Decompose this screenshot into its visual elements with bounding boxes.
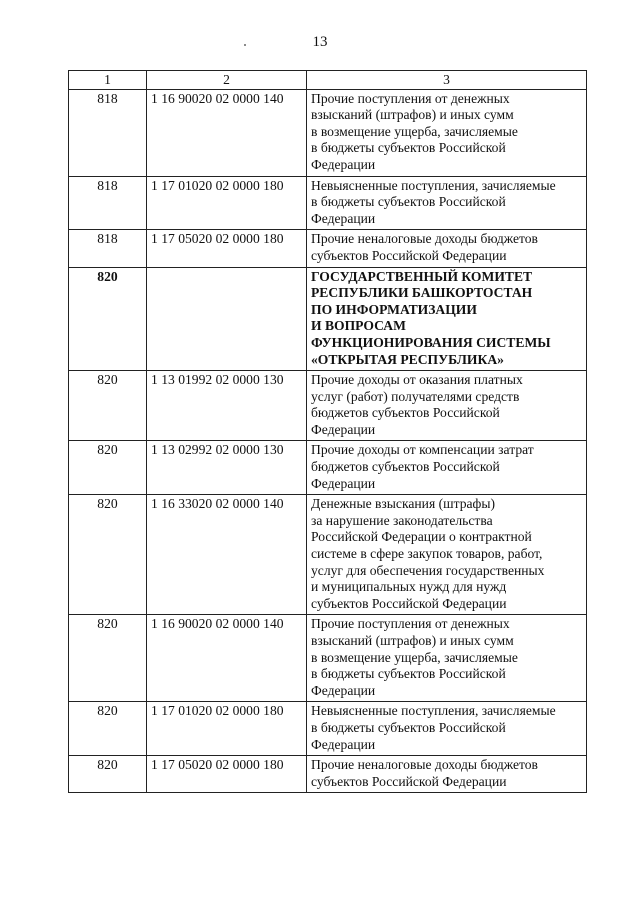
description-line: в возмещение ущерба, зачисляемые <box>311 123 518 139</box>
budget-code-cell: 1 17 01020 02 0000 180 <box>147 702 307 756</box>
admin-code-cell: 820 <box>69 702 147 756</box>
revenue-description-cell <box>307 441 587 495</box>
description-line: в бюджеты субъектов Российской <box>311 666 506 682</box>
description-line: Прочие неналоговые доходы бюджетов <box>311 757 538 773</box>
description-line: И ВОПРОСАМ <box>311 318 406 334</box>
description-line: Федерации <box>311 736 376 752</box>
admin-code-cell: 820 <box>69 495 147 615</box>
budget-code-cell: 1 17 01020 02 0000 180 <box>147 176 307 230</box>
description-line: Прочие доходы от компенсации затрат <box>311 442 534 458</box>
description-line: ПО ИНФОРМАТИЗАЦИИ <box>311 301 477 317</box>
table-row <box>69 495 587 615</box>
revenue-description-cell <box>307 176 587 230</box>
description-line: бюджетов субъектов Российской <box>311 459 500 475</box>
revenue-codes-table <box>68 70 587 793</box>
budget-code-cell: 1 16 33020 02 0000 140 <box>147 495 307 615</box>
table-row <box>69 371 587 441</box>
revenue-description-cell <box>307 495 587 615</box>
table-row <box>69 267 587 371</box>
description-line: бюджетов субъектов Российской <box>311 405 500 421</box>
budget-code-cell: 1 17 05020 02 0000 180 <box>147 756 307 793</box>
description-line: услуг для обеспечения государственных <box>311 562 545 578</box>
description-line: взысканий (штрафов) и иных сумм <box>311 633 514 648</box>
description-line: взысканий (штрафов) и иных сумм <box>311 107 514 123</box>
admin-code-cell: 820 <box>69 615 147 702</box>
description-line: в бюджеты субъектов Российской <box>311 194 506 210</box>
admin-code-cell: 818 <box>69 176 147 230</box>
revenue-description-cell <box>307 89 587 176</box>
table-row <box>69 615 587 702</box>
budget-code-cell: 1 16 90020 02 0000 140 <box>147 615 307 702</box>
description-line: субъектов Российской Федерации <box>311 773 507 789</box>
admin-code-cell: 818 <box>69 89 147 176</box>
table-row <box>69 756 587 793</box>
table-header-row <box>69 71 587 90</box>
description-line: в возмещение ущерба, зачисляемые <box>311 649 518 665</box>
description-line: ФУНКЦИОНИРОВАНИЯ СИСТЕМЫ <box>311 334 551 350</box>
table-row <box>69 441 587 495</box>
table-row <box>69 230 587 267</box>
description-line: субъектов Российской Федерации <box>311 247 507 263</box>
description-line: системе в сфере закупок товаров, работ, <box>311 546 543 562</box>
revenue-description-cell <box>307 756 587 793</box>
description-line: Прочие неналоговые доходы бюджетов <box>311 231 538 247</box>
table-row <box>69 176 587 230</box>
administrator-name-cell <box>307 267 587 371</box>
description-line: Прочие доходы от оказания платных <box>311 372 523 388</box>
admin-code-cell: 820 <box>69 371 147 441</box>
description-line: Федерации <box>311 421 376 437</box>
description-line: субъектов Российской Федерации <box>311 595 507 611</box>
description-line: Невыясненные поступления, зачисляемые <box>311 177 556 193</box>
scan-speck <box>244 44 246 46</box>
admin-code-cell: 820 <box>69 267 147 371</box>
budget-code-cell <box>147 267 307 371</box>
description-line: за нарушение законодательства <box>311 512 493 528</box>
revenue-description-cell <box>307 230 587 267</box>
description-line: Прочие поступления от денежных <box>311 616 510 632</box>
budget-code-cell: 1 13 01992 02 0000 130 <box>147 371 307 441</box>
header-col-1: 1 <box>69 71 147 90</box>
description-line: Федерации <box>311 682 376 698</box>
admin-code-cell: 820 <box>69 441 147 495</box>
description-line: Федерации <box>311 210 376 226</box>
description-line: и муниципальных нужд для нужд <box>311 579 507 595</box>
description-line: Денежные взыскания (штрафы) <box>311 496 496 512</box>
description-line: Федерации <box>311 475 376 491</box>
header-col-3: 3 <box>307 71 587 90</box>
description-line: «ОТКРЫТАЯ РЕСПУБЛИКА» <box>311 351 504 367</box>
budget-code-cell: 1 17 05020 02 0000 180 <box>147 230 307 267</box>
budget-code-cell: 1 13 02992 02 0000 130 <box>147 441 307 495</box>
admin-code-cell: 820 <box>69 756 147 793</box>
revenue-description-cell <box>307 371 587 441</box>
table-row <box>69 89 587 176</box>
description-line: Невыясненные поступления, зачисляемые <box>311 703 556 719</box>
description-line: Федерации <box>311 156 376 172</box>
description-line: в бюджеты субъектов Российской <box>311 140 506 156</box>
description-line: Прочие поступления от денежных <box>311 90 510 106</box>
description-line: ГОСУДАРСТВЕННЫЙ КОМИТЕТ <box>311 268 533 284</box>
page-number: 13 <box>312 34 328 50</box>
description-line: РЕСПУБЛИКИ БАШКОРТОСТАН <box>311 285 533 301</box>
table-body <box>69 89 587 793</box>
budget-code-cell: 1 16 90020 02 0000 140 <box>147 89 307 176</box>
description-line: в бюджеты субъектов Российской <box>311 719 506 735</box>
revenue-description-cell <box>307 702 587 756</box>
table-row <box>69 702 587 756</box>
admin-code-cell: 818 <box>69 230 147 267</box>
description-line: услуг (работ) получателями средств <box>311 388 520 404</box>
revenue-description-cell <box>307 615 587 702</box>
description-line: Российской Федерации о контрактной <box>311 529 532 545</box>
header-col-2: 2 <box>147 71 307 90</box>
